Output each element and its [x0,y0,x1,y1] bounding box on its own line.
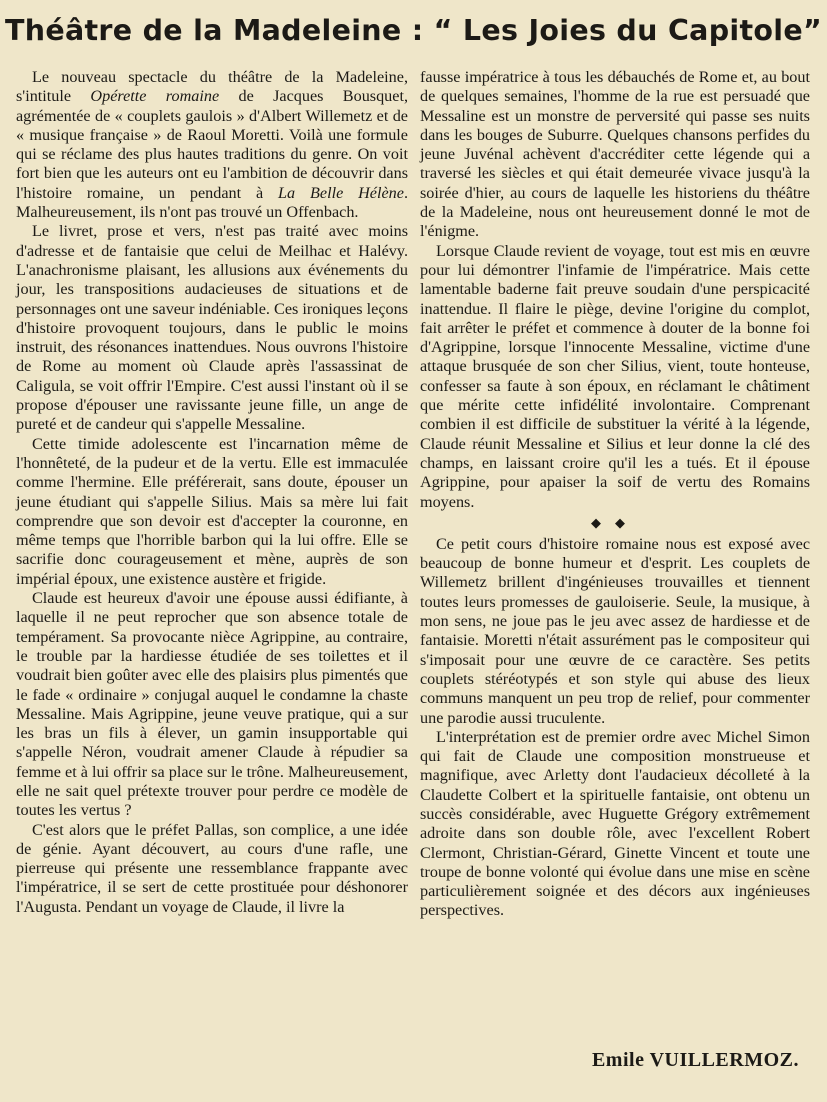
paragraph-cast: L'interprétation est de premier ordre avec Michel Simon qui fait de Claude une composition monstrueuse et magnifique, avec Arletty dont l'audacieux décolleté à la Claudette Colbert et la spirituelle fantaisie, ont obtenu un succès considérable, avec Huguette Grégory extrêmement adroite dans son double rôle, avec l'excellent Robert Clermont, Christian-Gérard, Ginette Vincent et toute une troupe de bonne volonté qui évolue dans une mise en scène particulièrement soignée et des décors aux ingénieuses perspectives. [420,727,810,920]
intro-text-middle: de Jacques Bousquet, agrémentée de « couplets gaulois » d'Albert Willemetz et de « musique française » de Raoul Moretti. Voilà une formule qui se réclame des plus hautes traditions du genre. On voit fort bien que les auteurs ont eu l'ambition de découvrir dans l'histoire romaine, un pendant à [16,87,408,202]
paragraph-review: Ce petit cours d'histoire romaine nous est exposé avec beaucoup de bonne humeur et d'esprit. Les couplets de Willemetz brillent d'ingénieuses trouvailles et tiennent toutes leurs promesses de gauloiserie. Seule, la musique, à mon sens, ne joue pas le jeu avec assez de hardiesse et de fantaisie. Moretti n'était assurément pas le compositeur qui s'imposait pour une œuvre de ce caractère. Ses petits couplets stéréotypés et son style qui abuse des lieux communs manquent un peu trop de relief, pour commenter une parodie aussi truculente. [420,534,810,727]
section-separator: ◆◆ [591,515,639,531]
article-column-left [16,68,408,917]
work-title-belle-helene: La Belle Hélène [278,183,404,202]
paragraph-pallas: C'est alors que le préfet Pallas, son complice, a une idée de génie. Ayant découvert, au cours d'une rafle, une pierreuse qui présente une ressemblance frappante avec l'impératrice, il se sert de cette prostituée pour déshonorer l'Augusta. Pendant un voyage de Claude, il livre la [16,820,408,916]
paragraph-intro [16,68,408,222]
article-column-right [420,68,810,921]
paragraph-return: Lorsque Claude revient de voyage, tout est mis en œuvre pour lui démontrer l'infamie de l'impératrice. Mais cette lamentable baderne fait preuve soudain d'une perspicacité inattendue. Il flaire le piège, devine l'origine du complot, fait arrêter le préfet et commence à douter de la bonne foi d'Agrippine, lorsque l'innocente Messaline, victime d'une attaque brusquée de son cher Silius, vient, toute honteuse, confesser sa faute à son époux, en réclamant le châtiment que mérite cette infidélité involontaire. Comprenant combien il est difficile de substituer la vérité à la légende, Claude réunit Messaline et Silius et leur donne la clé des champs, en laissant croire qu'il les a tués. Et il épouse Agrippine, pour apaiser la soif de vertu des Romains moyens. [420,241,810,511]
author-signature: Emile VUILLERMOZ. [591,1049,799,1071]
paragraph-claude: Claude est heureux d'avoir une épouse aussi édifiante, à laquelle il ne peut reprocher que son absence totale de tempérament. Sa provocante nièce Agrippine, au contraire, le trouble par la hardiesse étudiée de ses toilettes et il voudrait bien goûter avec elle des plaisirs plus pimentés que le fade « ordinaire » conjugal auquel le condamne la chaste Messaline. Mais Agrippine, jeune veuve pratique, qui a sur les bras un fils à élever, un gamin insupportable qui s'appelle Néron, voudrait amener Claude à répudier sa femme et à lui offrir sa place sur le trône. Malheureusement, elle ne sait quel prétexte trouver pour perdre ce modèle de toutes les vertus ? [16,589,408,820]
intro-text-start: Le nouveau spectacle du théâtre de la Madeleine, s'intitule [16,68,408,106]
work-title-operette: Opérette romaine [90,87,220,106]
paragraph-messaline: Cette timide adolescente est l'incarnation même de l'honnêteté, de la pudeur et de la vertu. Elle est immaculée comme l'hermine. Elle préférerait, sans doute, épouser un jeune étudiant qui s'appelle Silius. Mais sa mère lui fait comprendre que son devoir est d'accepter la couronne, en même temps que l'horrible barbon qui la lui offre. Elle se sacrifie donc courageusement et mène, auprès de son impérial époux, une existence austère et frigide. [16,434,408,588]
paragraph-livret: Le livret, prose et vers, n'est pas traité avec moins d'adresse et de fantaisie que celui de Meilhac et Halévy. L'anachronisme plaisant, les allusions aux événements du jour, les transpositions audacieuses de situations et de personnages ont une saveur indéniable. Ces ironiques leçons d'histoire provoquent toujours, dans le public le moins instruit, des résonances inattendues. Nous ouvrons l'histoire de Rome au moment où Claude après l'assassinat de Caligula, se voit offrir l'Empire. C'est aussi l'instant où il se propose d'épouser une ravissante jeune fille, un ange de pureté et de candeur qui s'appelle Messaline. [16,222,408,434]
article-title: Théâtre de la Madeleine : “ Les Joies du Capitole” [4,14,822,47]
intro-text-end: . Malheureusement, ils n'ont pas trouvé un Offenbach. [16,183,409,222]
paragraph-continuation: fausse impératrice à tous les débauchés de Rome et, au bout de quelques semaines, l'homme de la rue est persuadé que Messaline est un monstre de perversité qui passe ses nuits dans les bouges de Suburre. Quelques chansons perfides du jeune Juvénal achèvent d'accréditer cette légende qui a traversé les siècles et qui était demeurée vivace jusqu'à la soirée d'hier, au cours de laquelle les historiens du théâtre de la Madeleine, nous ont heureusement donné le mot de l'énigme. [420,68,810,241]
